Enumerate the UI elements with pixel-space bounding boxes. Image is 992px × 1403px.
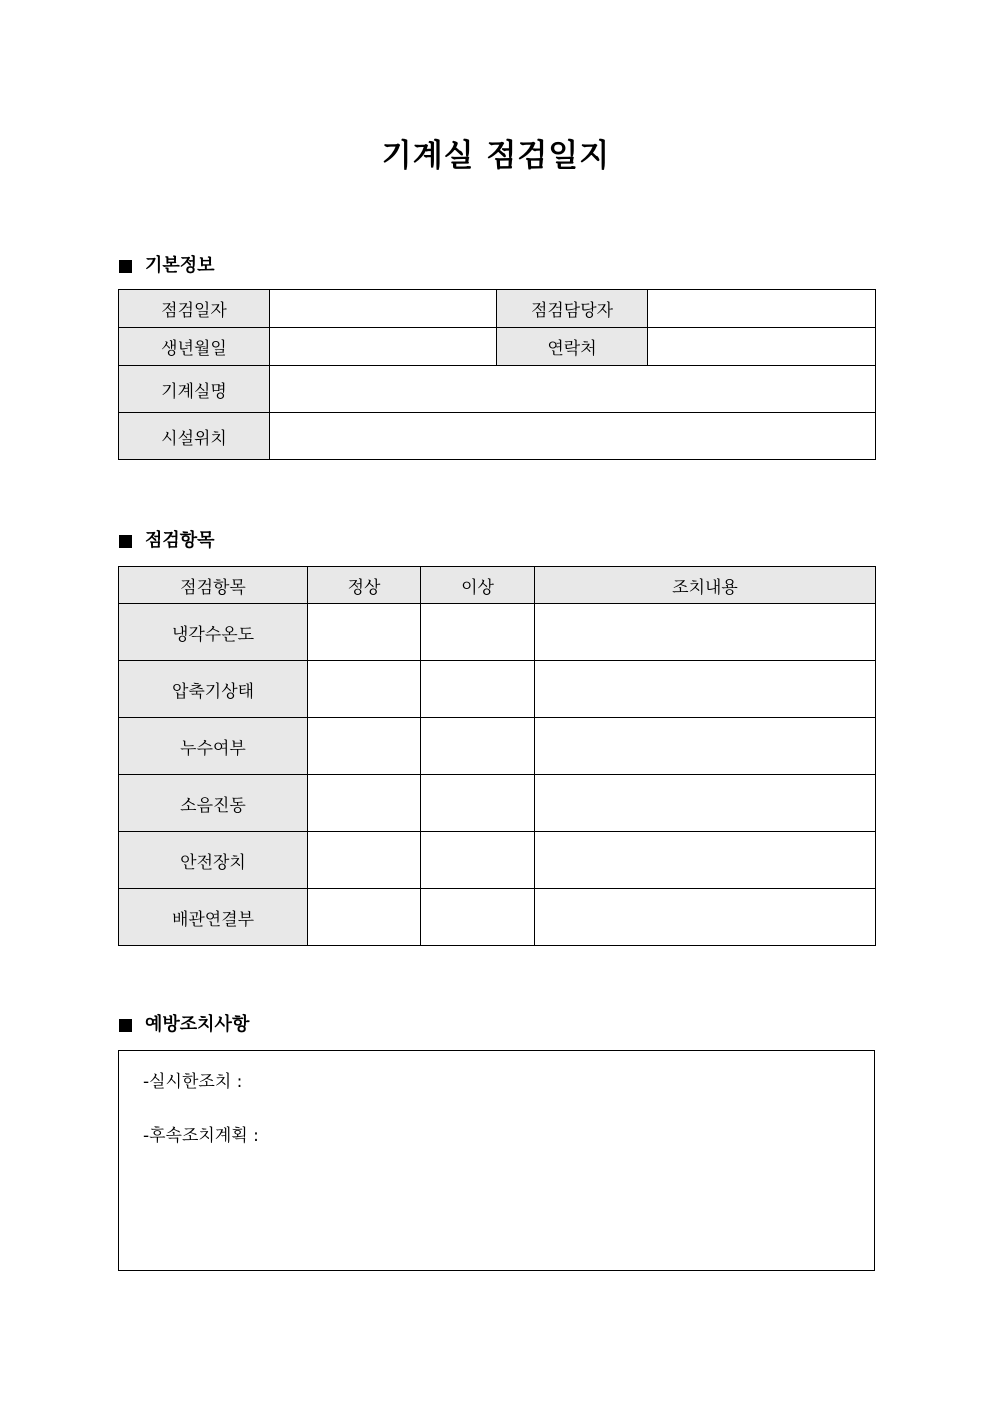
actions-taken-line: -실시한조치 : [143, 1072, 243, 1092]
room-name-label: 기계실명 [119, 366, 270, 413]
table-row [119, 718, 876, 775]
abnormal-cell[interactable] [421, 718, 535, 775]
basic-info-table [118, 289, 876, 460]
abnormal-cell[interactable] [421, 775, 535, 832]
section-heading-label: 예방조치사항 [145, 1014, 250, 1035]
abnormal-cell[interactable] [421, 889, 535, 946]
inspector-field[interactable] [648, 290, 876, 328]
action-cell[interactable] [535, 889, 876, 946]
checklist-item-label: 냉각수온도 [119, 604, 308, 661]
normal-cell[interactable] [308, 832, 421, 889]
column-header-normal: 정상 [308, 567, 421, 604]
square-bullet-icon [119, 1019, 132, 1032]
prevention-notes-box[interactable] [118, 1050, 875, 1271]
contact-label: 연락처 [497, 328, 648, 366]
inspection-date-field[interactable] [270, 290, 497, 328]
column-header-action: 조치내용 [535, 567, 876, 604]
section-heading-label: 기본정보 [145, 255, 215, 276]
table-row [119, 661, 876, 718]
birth-date-field[interactable] [270, 328, 497, 366]
normal-cell[interactable] [308, 604, 421, 661]
inspector-label: 점검담당자 [497, 290, 648, 328]
abnormal-cell[interactable] [421, 832, 535, 889]
section-heading-prevention [119, 1013, 249, 1037]
column-header-item: 점검항목 [119, 567, 308, 604]
table-row [119, 775, 876, 832]
section-heading-label: 점검항목 [145, 530, 215, 551]
inspection-date-label: 점검일자 [119, 290, 270, 328]
room-name-field[interactable] [270, 366, 876, 413]
normal-cell[interactable] [308, 718, 421, 775]
table-row [119, 604, 876, 661]
contact-field[interactable] [648, 328, 876, 366]
action-cell[interactable] [535, 604, 876, 661]
checklist-item-label: 소음진동 [119, 775, 308, 832]
checklist-item-label: 누수여부 [119, 718, 308, 775]
action-cell[interactable] [535, 661, 876, 718]
normal-cell[interactable] [308, 661, 421, 718]
normal-cell[interactable] [308, 775, 421, 832]
location-field[interactable] [270, 413, 876, 460]
page-title: 기계실 점검일지 [381, 138, 611, 174]
birth-date-label: 생년월일 [119, 328, 270, 366]
action-cell[interactable] [535, 832, 876, 889]
square-bullet-icon [119, 260, 132, 273]
checklist-item-label: 안전장치 [119, 832, 308, 889]
column-header-abnormal: 이상 [421, 567, 535, 604]
action-cell[interactable] [535, 718, 876, 775]
table-row [119, 832, 876, 889]
abnormal-cell[interactable] [421, 604, 535, 661]
section-heading-checklist [119, 529, 215, 553]
table-row [119, 889, 876, 946]
checklist-item-label: 배관연결부 [119, 889, 308, 946]
checklist-item-label: 압축기상태 [119, 661, 308, 718]
abnormal-cell[interactable] [421, 661, 535, 718]
location-label: 시설위치 [119, 413, 270, 460]
action-cell[interactable] [535, 775, 876, 832]
square-bullet-icon [119, 535, 132, 548]
normal-cell[interactable] [308, 889, 421, 946]
follow-up-plan-line: -후속조치계획 : [143, 1126, 259, 1146]
section-heading-basic-info [119, 254, 215, 278]
checklist-table [118, 566, 876, 946]
